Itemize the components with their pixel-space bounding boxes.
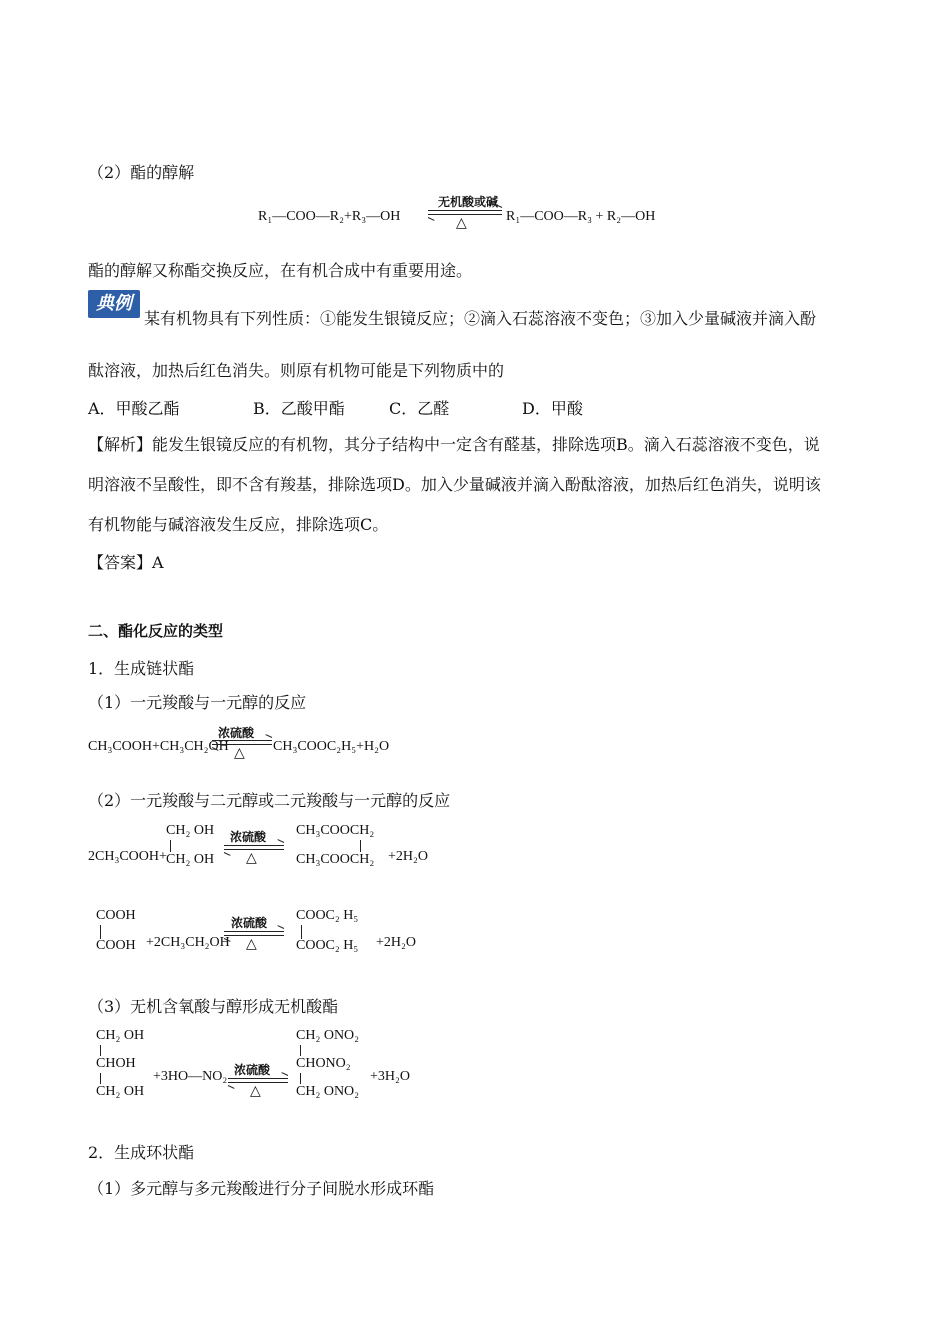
analysis-line1: 【解析】能发生银镜反应的有机物，其分子结构中一定含有醛基，排除选项B。滴入石蕊溶液不变色，说 [88,435,820,454]
reaction1-heat: △ [456,215,467,231]
reaction2-reactants: CH₃COOH+CH₃CH₂OH [88,739,229,754]
reaction5-product-bond1 [300,1045,301,1056]
subsection-cyclic-esters: 2．生成环状酯 [88,1143,195,1162]
reaction5-product-line1: CH₂ ONO₂ [296,1028,360,1043]
reaction5-suffix: +3H₂O [370,1069,410,1084]
option-a: A．甲酸乙酯 [88,399,180,418]
reaction4-product-bond [301,925,302,939]
reaction3-diol-bottom: CH₂ OH [166,852,215,867]
subsection-monoacid-monoalcohol: （1）一元羧酸与一元醇的反应 [88,693,307,712]
reaction5-glycerol-line2: CHOH [96,1056,136,1071]
reaction3-product-top: CH₃COOCH₂ [296,823,375,838]
alcoholysis-note: 酯的醇解又称酯交换反应，在有机合成中有重要用途。 [88,261,473,280]
reaction4-diacid-bond [100,925,101,939]
reaction3-suffix: +2H₂O [388,849,428,864]
reaction3-condition: 浓硫酸 [230,830,267,844]
reaction4-product-bottom: COOC₂ H₅ [296,938,359,953]
reaction4-product-top: COOC₂ H₅ [296,908,359,923]
subsection-diol-diacid: （2）一元羧酸与二元醇或二元羧酸与一元醇的反应 [88,791,451,810]
reaction5-glycerol-bond1 [100,1045,101,1056]
reaction2-heat: △ [234,745,245,761]
option-b: B．乙酸甲酯 [253,399,345,418]
analysis-line3: 有机物能与碱溶液发生反应，排除选项C。 [88,515,389,534]
subsection-title: （2）酯的醇解 [88,163,195,182]
reaction1-condition: 无机酸或碱 [438,195,499,209]
reaction5-product-line2: CHONO₂ [296,1056,351,1071]
reaction5-glycerol-line3: CH₂ OH [96,1084,145,1099]
subsection-polyol-polyacid: （1）多元醇与多元羧酸进行分子间脱水形成环酯 [88,1179,435,1198]
section-heading: 二、酯化反应的类型 [88,622,224,640]
reaction5-heat: △ [250,1083,261,1099]
reaction5-product-bond2 [300,1073,301,1084]
reaction1-reactants: R₁—COO—R₂+R₃—OH [258,209,401,224]
analysis-line2: 明溶液不呈酸性，即不含有羧基，排除选项D。加入少量碱液并滴入酚酞溶液，加热后红色消失，说明该 [88,475,821,494]
option-c: C．乙醛 [389,399,450,418]
option-d: D．甲酸 [522,399,583,418]
reaction3-product-bond [360,840,361,852]
reaction4-diacid-top: COOH [96,908,136,923]
reaction4-heat: △ [246,936,257,952]
reaction5-product-line3: CH₂ ONO₂ [296,1084,360,1099]
reaction2-products: CH₃COOC₂H₅+H₂O [273,739,390,754]
reaction4-alcohol: +2CH₃CH₂OH [146,935,230,950]
reaction3-heat: △ [246,850,257,866]
reaction1-products: R₁—COO—R₃ + R₂—OH [506,209,656,224]
reaction4-suffix: +2H₂O [376,935,416,950]
example-badge: 典例 [88,290,140,318]
reaction3-diol-top: CH₂ OH [166,823,215,838]
reaction5-glycerol-line1: CH₂ OH [96,1028,145,1043]
reaction3-diol-bond [170,840,171,852]
subsection-chain-esters: 1．生成链状酯 [88,659,195,678]
example-question-line2: 酞溶液，加热后红色消失。则原有机物可能是下列物质中的 [88,361,505,380]
reaction2-condition: 浓硫酸 [218,726,255,740]
reaction3-product-bottom: CH₃COOCH₂ [296,852,375,867]
example-question-line1: 某有机物具有下列性质：①能发生银镜反应；②滴入石蕊溶液不变色；③加入少量碱液并滴入酚 [144,309,817,328]
reaction4-diacid-bottom: COOH [96,938,136,953]
answer: 【答案】A [88,553,164,572]
subsection-inorganic-ester: （3）无机含氧酸与醇形成无机酸酯 [88,997,339,1016]
reaction5-nitric-acid: +3HO—NO₂ [153,1069,228,1084]
reaction4-condition: 浓硫酸 [231,916,268,930]
reaction3-prefix: 2CH₃COOH+ [88,849,167,864]
reaction5-glycerol-bond2 [100,1073,101,1084]
reaction5-condition: 浓硫酸 [234,1063,271,1077]
